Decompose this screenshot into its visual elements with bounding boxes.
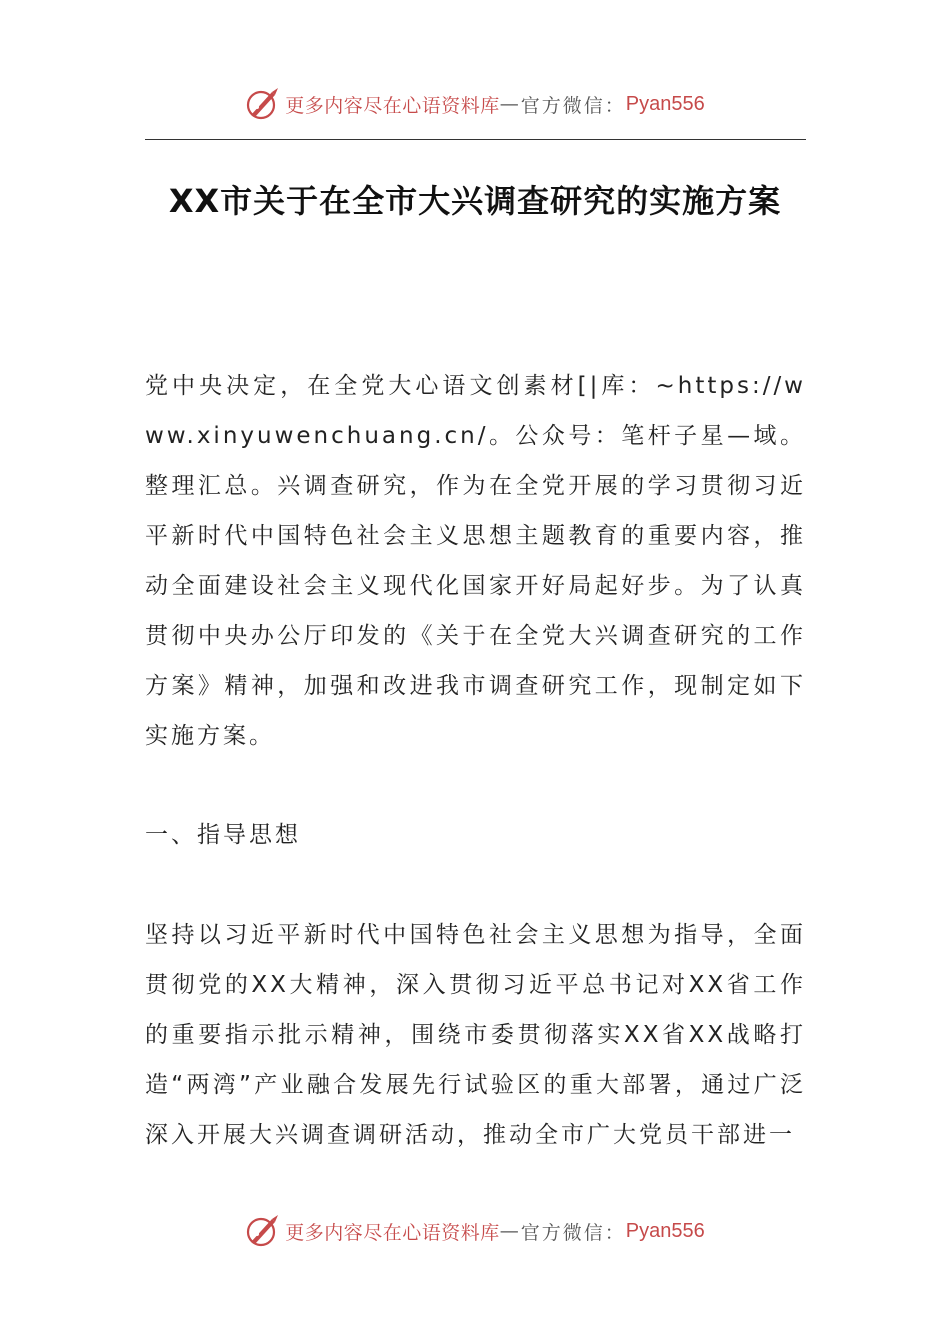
watermark-site-text: 更多内容尽在心语资料库 (285, 94, 500, 117)
footer-watermark (0, 1211, 950, 1251)
intro-paragraph: 党中央决定，在全党大心语文创素材[|库：~https://www.xinyuwenchuang.cn/。公众号：笔杆子星—域。整理汇总。兴调查研究，作为在全党开展的学习贯彻习近平新时代中国特色社会主义思想主题教育的重要内容，推动全面建设社会主义现代化国家开好局起好步。为了认真贯彻中央办公厅印发的《关于在全党大兴调查研究的工作方案》精神，加强和改进我市调查研究工作，现制定如下实施方案。 (145, 373, 806, 749)
quill-pen-logo-icon (245, 1214, 279, 1248)
watermark-separator: — (499, 1220, 521, 1242)
watermark-wechat-id: Pyan556 (625, 1219, 705, 1242)
header-watermark (0, 84, 950, 124)
watermark-separator: — (499, 93, 521, 115)
watermark-site-text: 更多内容尽在心语资料库 (285, 1221, 500, 1244)
watermark-wechat-id: Pyan556 (625, 92, 705, 115)
section-heading-guiding-ideology: 一、指导思想 (145, 822, 301, 848)
watermark-wechat-label: 官方微信： (520, 1221, 626, 1244)
section-paragraph-guiding-ideology: 坚持以习近平新时代中国特色社会主义思想为指导，全面贯彻党的XX大精神，深入贯彻习近平总书记对XX省工作的重要指示批示精神，围绕市委贯彻落实XX省XX战略打造“两湾”产业融合发展先行试验区的重大部署，通过广泛深入开展大兴调查调研活动，推动全市广大党员干部进一 (145, 922, 806, 1148)
document-title: XX市关于在全市大兴调查研究的实施方案 (168, 182, 782, 220)
header-divider (145, 139, 806, 140)
quill-pen-logo-icon (245, 87, 279, 121)
watermark-wechat-label: 官方微信： (520, 94, 626, 117)
